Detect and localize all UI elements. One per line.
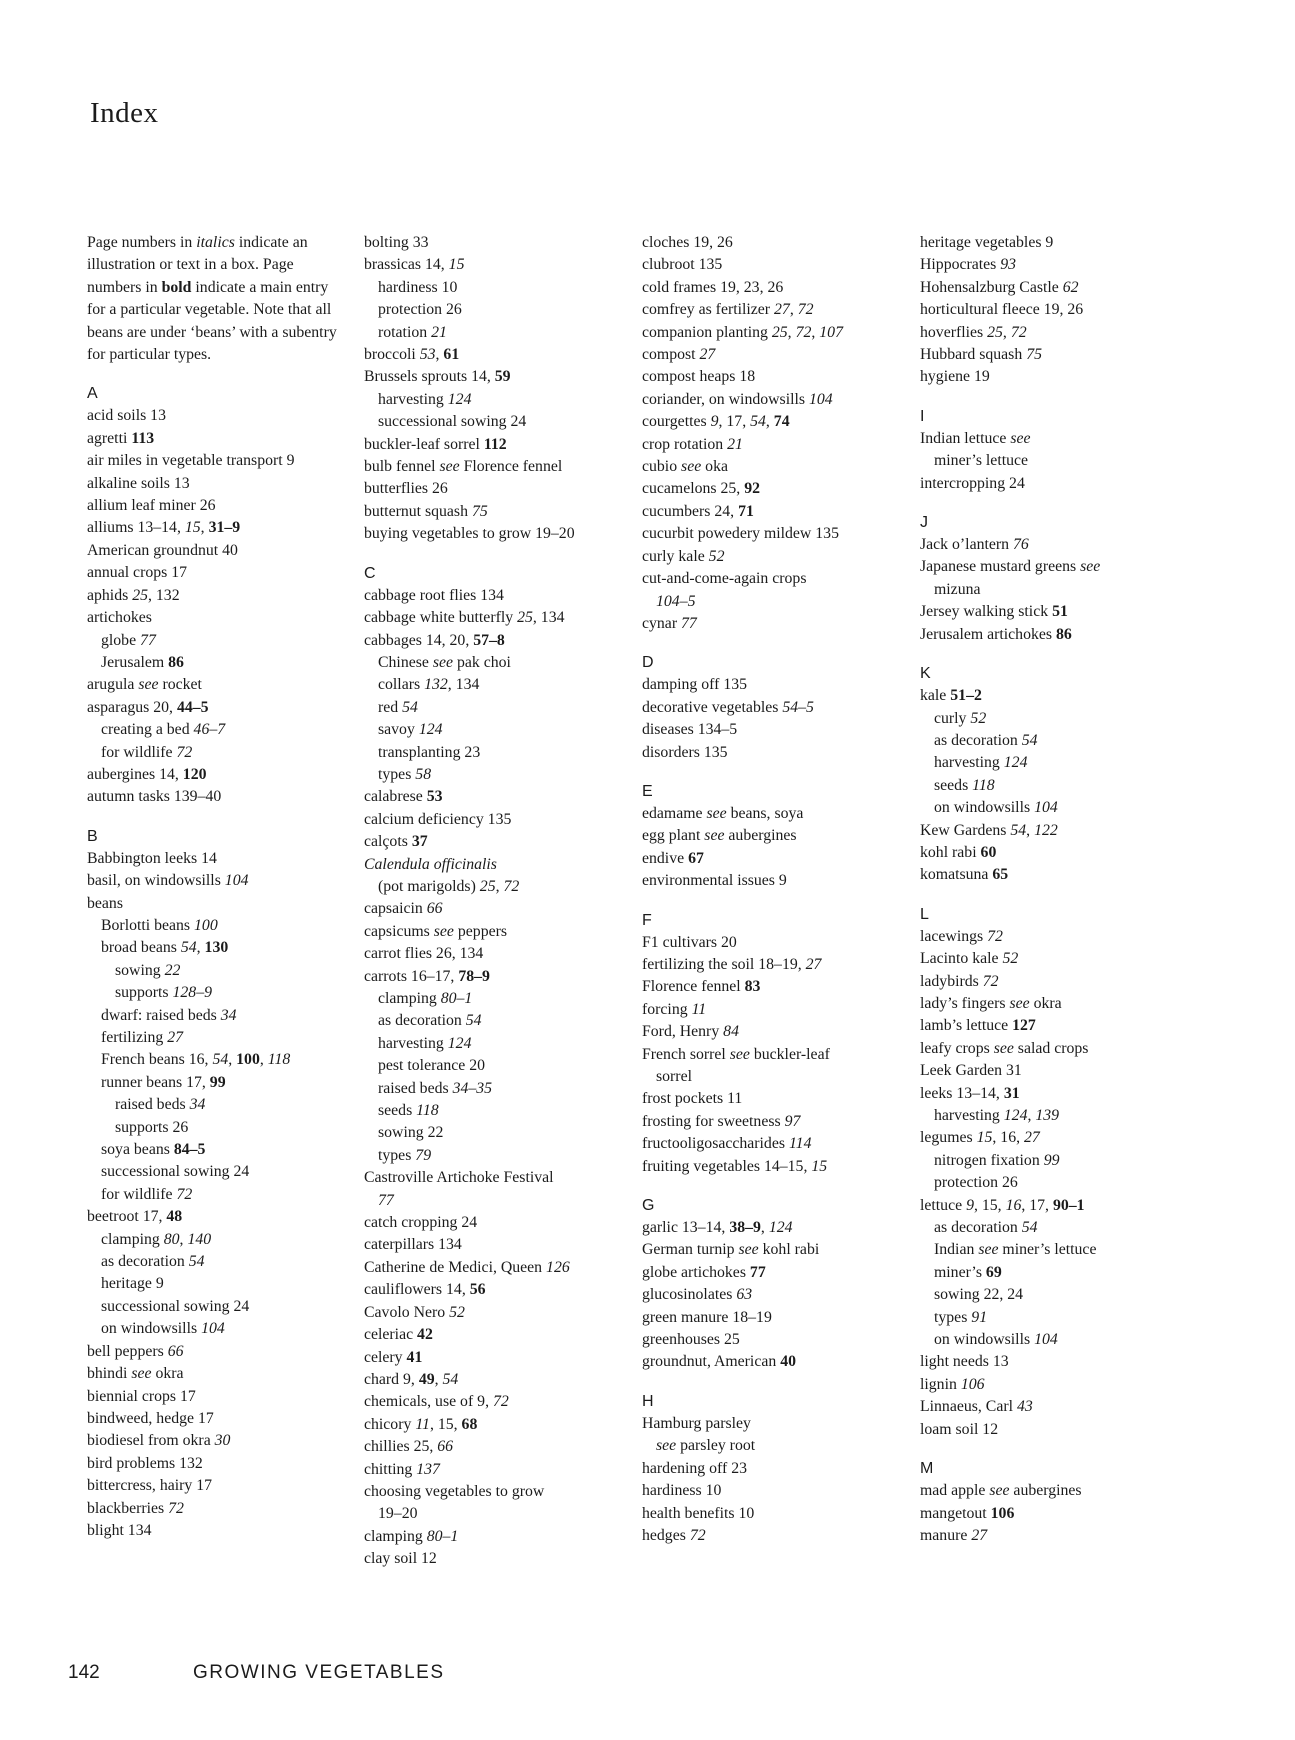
index-subentry: runner beans 17, 99 <box>101 1073 226 1091</box>
index-entry: Japanese mustard greens see <box>920 558 1101 576</box>
index-entry: Kew Gardens 54, 122 <box>920 821 1058 839</box>
index-entry: buckler-leaf sorrel 112 <box>364 435 507 453</box>
index-entry: aphids 25, 132 <box>87 586 180 604</box>
index-entry: bell peppers 66 <box>87 1342 184 1360</box>
running-head: GROWING VEGETABLES <box>193 1662 445 1683</box>
index-subentry: sowing 22, 24 <box>934 1286 1024 1304</box>
index-entry: forcing 11 <box>642 1000 707 1018</box>
index-subentry: seeds 118 <box>934 776 995 794</box>
index-entry: cynar 77 <box>642 614 697 632</box>
index-column-4 <box>920 232 1182 1547</box>
index-subentry: miner’s lettuce <box>934 452 1029 470</box>
index-entry: blackberries 72 <box>87 1499 184 1517</box>
index-subentry: harvesting 124 <box>378 390 472 408</box>
index-entry: komatsuna 65 <box>920 866 1009 884</box>
index-entry: endive 67 <box>642 849 704 867</box>
index-letter-heading: K <box>920 665 931 683</box>
index-entry: egg plant see aubergines <box>642 827 797 845</box>
index-entry: loam soil 12 <box>920 1420 999 1438</box>
index-entry: Florence fennel 83 <box>642 978 761 996</box>
index-subentry: types 91 <box>934 1308 988 1326</box>
index-subentry: protection 26 <box>378 301 462 319</box>
index-entry: F1 cultivars 20 <box>642 933 737 951</box>
index-entry: damping off 135 <box>642 676 748 694</box>
index-entry: biennial crops 17 <box>87 1387 196 1405</box>
index-letter-heading: F <box>642 911 652 929</box>
index-entry: cucamelons 25, 92 <box>642 480 761 498</box>
index-entry: leafy crops see salad crops <box>920 1039 1089 1057</box>
index-subentry: see parsley root <box>656 1437 756 1455</box>
index-subentry: successional sowing 24 <box>101 1297 250 1315</box>
index-entry: hedges 72 <box>642 1526 706 1544</box>
index-entry: green manure 18–19 <box>642 1308 772 1326</box>
index-entry: companion planting 25, 72, 107 <box>642 323 843 341</box>
index-entry: clubroot 135 <box>642 256 723 274</box>
index-entry: comfrey as fertilizer 27, 72 <box>642 301 814 319</box>
index-entry: bindweed, hedge 17 <box>87 1409 214 1427</box>
index-entry: cabbage white butterfly 25, 134 <box>364 609 565 627</box>
index-entry: glucosinolates 63 <box>642 1286 753 1304</box>
index-entry: bhindi see okra <box>87 1365 184 1383</box>
index-subentry: on windowsills 104 <box>934 799 1058 817</box>
index-column-2 <box>364 232 626 1571</box>
index-subentry: dwarf: raised beds 34 <box>101 1006 237 1024</box>
index-subentry: supports 26 <box>115 1118 189 1136</box>
index-entry: biodiesel from okra 30 <box>87 1432 231 1450</box>
index-entry: cut-and-come-again crops <box>642 570 807 588</box>
index-subentry: nitrogen fixation 99 <box>934 1151 1060 1169</box>
index-entry: hoverflies 25, 72 <box>920 323 1027 341</box>
index-subentry: clamping 80, 140 <box>101 1230 212 1248</box>
index-subentry: as decoration 54 <box>934 731 1038 749</box>
index-entry: broccoli 53, 61 <box>364 346 460 364</box>
index-subentry: Borlotti beans 100 <box>101 916 218 934</box>
index-entry: edamame see beans, soya <box>642 804 804 822</box>
index-entry: aubergines 14, 120 <box>87 765 207 783</box>
index-letter-heading: C <box>364 564 376 582</box>
index-letter-heading: G <box>642 1197 655 1215</box>
index-subentry: rotation 21 <box>378 323 447 341</box>
index-subentry: 19–20 <box>378 1505 418 1523</box>
index-entry: American groundnut 40 <box>87 541 238 559</box>
index-entry: capsaicin 66 <box>364 900 443 918</box>
index-entry: arugula see rocket <box>87 676 202 694</box>
index-entry: fertilizing the soil 18–19, 27 <box>642 955 822 973</box>
index-subentry: transplanting 23 <box>378 743 481 761</box>
index-entry: clamping 80–1 <box>364 1527 459 1545</box>
index-entry: cabbages 14, 20, 57–8 <box>364 631 505 649</box>
index-entry: bulb fennel see Florence fennel <box>364 458 563 476</box>
index-letter-heading: E <box>642 782 653 800</box>
index-entry: heritage vegetables 9 <box>920 234 1054 251</box>
index-subentry: Chinese see pak choi <box>378 653 511 671</box>
index-entry: compost 27 <box>642 346 716 364</box>
index-entry: disorders 135 <box>642 743 728 761</box>
index-entry: chard 9, 49, 54 <box>364 1370 459 1388</box>
index-entry: light needs 13 <box>920 1353 1009 1371</box>
index-subentry: harvesting 124 <box>934 754 1028 772</box>
index-subentry: pest tolerance 20 <box>378 1057 486 1075</box>
index-entry: lacewings 72 <box>920 927 1003 945</box>
index-subentry: Indian see miner’s lettuce <box>934 1241 1097 1259</box>
index-entry: mad apple see aubergines <box>920 1482 1082 1500</box>
index-entry: artichokes <box>87 609 152 627</box>
index-entry: Catherine de Medici, Queen 126 <box>364 1258 570 1276</box>
index-entry: lady’s fingers see okra <box>920 994 1062 1012</box>
index-entry: calcium deficiency 135 <box>364 810 512 828</box>
index-subentry: raised beds 34–35 <box>378 1079 493 1097</box>
index-entry: Hubbard squash 75 <box>920 346 1042 364</box>
index-column-1 <box>87 232 349 1542</box>
index-subentry: clamping 80–1 <box>378 990 473 1007</box>
index-entry: Linnaeus, Carl 43 <box>920 1398 1033 1416</box>
index-entry: Brussels sprouts 14, 59 <box>364 368 511 386</box>
index-subentry: for wildlife 72 <box>101 743 193 761</box>
index-entry: Lacinto kale 52 <box>920 950 1019 968</box>
index-entry: diseases 134–5 <box>642 721 738 739</box>
index-entry: cucurbit powedery mildew 135 <box>642 525 839 543</box>
index-entry: manure 27 <box>920 1526 988 1544</box>
index-entry: Babbington leeks 14 <box>87 849 217 867</box>
index-entry: chicory 11, 15, 68 <box>364 1415 478 1433</box>
index-entry: alkaline soils 13 <box>87 474 190 492</box>
index-entry: Hohensalzburg Castle 62 <box>920 278 1079 296</box>
index-subentry: harvesting 124, 139 <box>934 1107 1060 1124</box>
index-entry: carrot flies 26, 134 <box>364 945 484 963</box>
index-entry: bolting 33 <box>364 234 429 251</box>
index-entry: cloches 19, 26 <box>642 234 733 251</box>
index-entry: Calendula officinalis <box>364 855 497 873</box>
index-subentry: as decoration 54 <box>378 1012 482 1030</box>
index-entry: bittercress, hairy 17 <box>87 1477 213 1495</box>
index-subentry: Jerusalem 86 <box>101 653 184 671</box>
index-entry: beans <box>87 894 123 912</box>
index-entry: garlic 13–14, 38–9, 124 <box>642 1219 793 1237</box>
index-entry: fruiting vegetables 14–15, 15 <box>642 1157 828 1175</box>
index-entry: mangetout 106 <box>920 1504 1015 1522</box>
index-letter-heading: B <box>87 827 98 845</box>
index-letter-heading: L <box>920 905 929 923</box>
index-subentry: creating a bed 46–7 <box>101 721 226 739</box>
index-entry: lettuce 9, 15, 16, 17, 90–1 <box>920 1196 1085 1214</box>
index-entry: groundnut, American 40 <box>642 1353 796 1371</box>
index-subentry: harvesting 124 <box>378 1034 472 1052</box>
index-subentry: red 54 <box>378 698 418 716</box>
index-entry: caterpillars 134 <box>364 1236 462 1254</box>
index-entry: fructooligosaccharides 114 <box>642 1135 812 1153</box>
index-entry: cucumbers 24, 71 <box>642 502 754 520</box>
index-entry: bird problems 132 <box>87 1454 203 1472</box>
index-entry: brassicas 14, 15 <box>364 256 465 274</box>
index-entry: beetroot 17, 48 <box>87 1208 183 1226</box>
index-entry: frost pockets 11 <box>642 1090 743 1108</box>
page-number: 142 <box>68 1662 100 1683</box>
page-title: Index <box>90 97 159 129</box>
index-subentry: on windowsills 104 <box>101 1320 225 1338</box>
index-subentry: 104–5 <box>656 592 696 610</box>
index-entry: French sorrel see buckler-leaf <box>642 1045 830 1063</box>
index-entry: Hamburg parsley <box>642 1414 751 1432</box>
index-entry: Castroville Artichoke Festival <box>364 1169 554 1187</box>
index-entry: decorative vegetables 54–5 <box>642 698 814 716</box>
index-entry: legumes 15, 16, 27 <box>920 1129 1040 1147</box>
index-entry: acid soils 13 <box>87 407 166 425</box>
index-entry: agretti 113 <box>87 429 155 447</box>
index-entry: alliums 13–14, 15, 31–9 <box>87 519 241 537</box>
index-entry: kohl rabi 60 <box>920 843 997 861</box>
index-subentry: miner’s 69 <box>934 1263 1002 1281</box>
index-entry: cauliflowers 14, 56 <box>364 1281 486 1299</box>
index-letter-heading: A <box>87 385 98 403</box>
index-subentry: soya beans 84–5 <box>101 1141 206 1159</box>
index-entry: air miles in vegetable transport 9 <box>87 452 295 470</box>
index-subentry: on windowsills 104 <box>934 1331 1058 1349</box>
index-entry: butterflies 26 <box>364 480 448 498</box>
index-entry: courgettes 9, 17, 54, 74 <box>642 413 790 431</box>
index-entry: basil, on windowsills 104 <box>87 872 249 890</box>
index-entry: buying vegetables to grow 19–20 <box>364 525 575 543</box>
index-entry: frosting for sweetness 97 <box>642 1112 801 1130</box>
index-letter-heading: I <box>920 407 925 425</box>
index-entry: greenhouses 25 <box>642 1331 740 1349</box>
index-subentry: 77 <box>378 1191 394 1209</box>
index-entry: horticultural fleece 19, 26 <box>920 301 1084 319</box>
index-subentry: sowing 22 <box>115 961 181 979</box>
index-entry: asparagus 20, 44–5 <box>87 698 209 716</box>
index-entry: Jack o’lantern 76 <box>920 536 1029 554</box>
index-entry: cold frames 19, 23, 26 <box>642 278 784 296</box>
index-entry: Hippocrates 93 <box>920 256 1017 274</box>
index-entry: leeks 13–14, 31 <box>920 1084 1020 1102</box>
index-subentry: supports 128–9 <box>115 984 212 1002</box>
index-entry: Leek Garden 31 <box>920 1062 1022 1080</box>
index-subentry: (pot marigolds) 25, 72 <box>378 877 520 895</box>
index-subentry: sorrel <box>656 1068 692 1085</box>
index-entry: calabrese 53 <box>364 788 443 806</box>
index-subentry: successional sowing 24 <box>378 413 527 431</box>
index-entry: celeriac 42 <box>364 1326 433 1344</box>
index-entry: blight 134 <box>87 1521 152 1539</box>
index-entry: hardening off 23 <box>642 1459 747 1477</box>
index-entry: annual crops 17 <box>87 564 188 582</box>
index-entry: Cavolo Nero 52 <box>364 1303 465 1321</box>
index-entry: chitting 137 <box>364 1460 440 1478</box>
index-entry: capsicums see peppers <box>364 922 508 940</box>
index-entry: autumn tasks 139–40 <box>87 788 222 806</box>
index-subentry: fertilizing 27 <box>101 1029 184 1046</box>
index-entry: catch cropping 24 <box>364 1214 478 1232</box>
index-subentry: heritage 9 <box>101 1275 164 1293</box>
index-entry: crop rotation 21 <box>642 435 743 453</box>
index-letter-heading: J <box>920 514 928 532</box>
index-entry: coriander, on windowsills 104 <box>642 390 833 408</box>
index-entry: Indian lettuce see <box>920 429 1031 447</box>
index-subentry: globe 77 <box>101 631 156 649</box>
index-entry: clay soil 12 <box>364 1550 437 1568</box>
index-entry: carrots 16–17, 78–9 <box>364 967 490 985</box>
index-subentry: hardiness 10 <box>378 278 458 296</box>
index-subentry: protection 26 <box>934 1174 1018 1192</box>
index-subentry: types 58 <box>378 765 432 783</box>
index-subentry: types 79 <box>378 1146 432 1164</box>
index-subentry: curly 52 <box>934 709 987 727</box>
index-subentry: as decoration 54 <box>101 1253 205 1271</box>
index-entry: chillies 25, 66 <box>364 1438 454 1456</box>
index-entry: environmental issues 9 <box>642 872 787 890</box>
index-subentry: French beans 16, 54, 100, 118 <box>101 1051 291 1069</box>
index-subentry: raised beds 34 <box>115 1096 206 1114</box>
index-letter-heading: D <box>642 654 654 672</box>
index-subentry: broad beans 54, 130 <box>101 939 229 957</box>
index-entry: hygiene 19 <box>920 368 990 386</box>
index-entry: cabbage root flies 134 <box>364 586 504 604</box>
index-entry: Jerusalem artichokes 86 <box>920 625 1072 643</box>
index-subentry: collars 132, 134 <box>378 676 480 694</box>
index-entry: choosing vegetables to grow <box>364 1482 545 1500</box>
index-entry: intercropping 24 <box>920 474 1025 492</box>
index-entry: allium leaf miner 26 <box>87 497 216 515</box>
index-entry: health benefits 10 <box>642 1504 755 1522</box>
index-entry: hardiness 10 <box>642 1482 722 1500</box>
index-subentry: mizuna <box>934 580 981 598</box>
index-entry: German turnip see kohl rabi <box>642 1241 820 1259</box>
index-subentry: sowing 22 <box>378 1124 444 1142</box>
index-entry: compost heaps 18 <box>642 368 756 386</box>
index-entry: lamb’s lettuce 127 <box>920 1017 1036 1035</box>
index-entry: lignin 106 <box>920 1375 985 1393</box>
index-entry: Jersey walking stick 51 <box>920 603 1068 621</box>
index-subentry: as decoration 54 <box>934 1219 1038 1237</box>
index-subentry: for wildlife 72 <box>101 1185 193 1203</box>
index-entry: Ford, Henry 84 <box>642 1023 739 1041</box>
index-subentry: seeds 118 <box>378 1102 439 1120</box>
index-entry: kale 51–2 <box>920 687 982 705</box>
index-intro: Page numbers in italics indicate an illustration or text in a box. Page numbers in bold indicate a main entry for a particular vegetable. Note that all beans are under ‘beans’ with a subentry for particular types. <box>87 234 337 364</box>
index-subentry: savoy 124 <box>378 721 443 739</box>
index-entry: curly kale 52 <box>642 547 725 565</box>
index-letter-heading: M <box>920 1460 934 1478</box>
index-entry: chemicals, use of 9, 72 <box>364 1393 509 1411</box>
index-column-3 <box>642 232 904 1547</box>
index-entry: ladybirds 72 <box>920 972 999 990</box>
index-letter-heading: H <box>642 1392 654 1410</box>
index-subentry: successional sowing 24 <box>101 1163 250 1181</box>
index-entry: globe artichokes 77 <box>642 1263 766 1281</box>
index-entry: calçots 37 <box>364 833 428 851</box>
index-entry: celery 41 <box>364 1348 423 1366</box>
index-entry: butternut squash 75 <box>364 502 488 520</box>
index-entry: cubio see oka <box>642 458 728 476</box>
